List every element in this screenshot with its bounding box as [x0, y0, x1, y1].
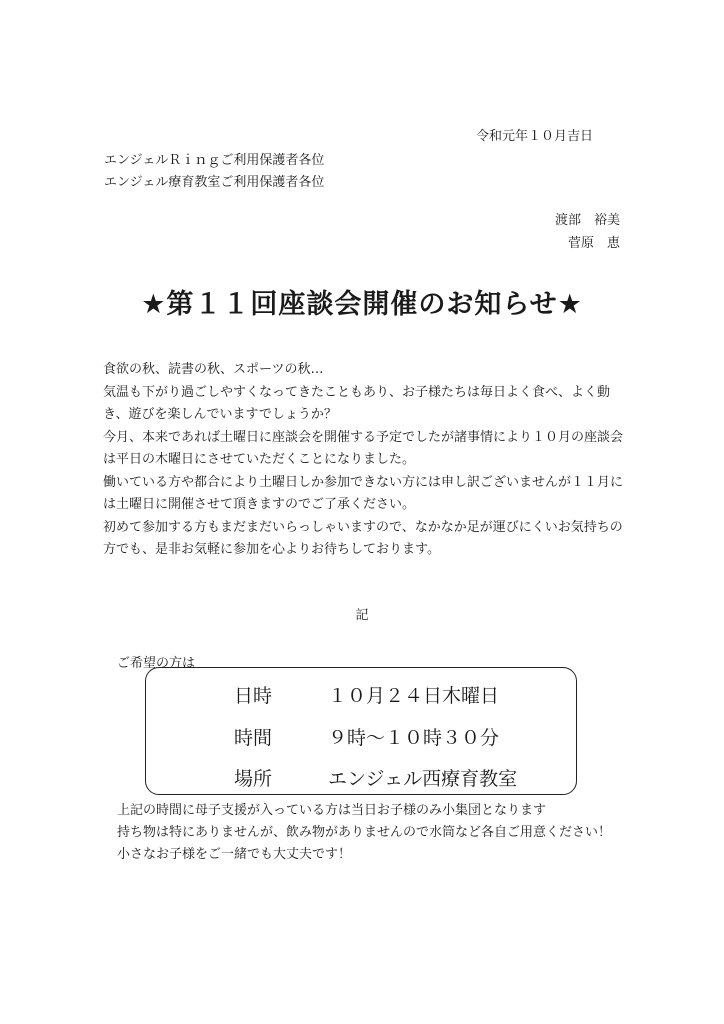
body-line: 食欲の秋、読書の秋、スポーツの秋… — [103, 362, 324, 377]
footer-line: 上記の時間に母子支援が入っている方は当日お子様のみ小集団となります — [117, 803, 547, 818]
body-line: 気温も下がり過ごしやすくなってきたこともあり、お子様たちは毎日よく食べ、よく動 — [103, 384, 611, 400]
body-line: は土曜日に開催させて頂きますのでご了承ください。 — [103, 497, 416, 512]
footer-line: 持ち物は特にありませんが、飲み物がありませんので水筒など各自ご用意ください！ — [117, 825, 612, 840]
detail-label-time: 時間 — [234, 727, 273, 749]
ki-heading: 記 — [355, 608, 369, 623]
footer-notes — [117, 800, 611, 866]
body-line: 働いている方や都合により土曜日しか参加できない方には申し訳ございませんが１１月に — [103, 474, 624, 490]
detail-label-date: 日時 — [234, 685, 273, 707]
issue-date: 令和元年１０月吉日 — [476, 129, 594, 144]
sender-name: 渡部 裕美 — [554, 213, 620, 228]
body-line: は平日の木曜日にさせていただくことになりました。 — [103, 452, 416, 467]
detail-label-place: 場所 — [234, 768, 273, 790]
senders — [555, 209, 620, 255]
details-box — [145, 667, 577, 795]
recipient-line: エンジェル療育教室ご利用保護者各位 — [104, 175, 325, 190]
detail-value-time: ９時～１０時３０分 — [328, 727, 500, 749]
body-line: き、遊びを楽しんでいますでしょうか？ — [103, 407, 337, 422]
recipient-line: エンジェルＲｉｎｇご利用保護者各位 — [104, 153, 325, 168]
footer-line: 小さなお子様をご一緒でも大丈夫です！ — [117, 847, 352, 862]
detail-value-date: １０月２４日木曜日 — [328, 685, 500, 707]
notice-title: ★第１１回座談会開催のお知らせ★ — [141, 289, 583, 320]
body-line: 初めて参加する方もまだまだいらっしゃいますので、なかなか足が運びにくいお気持ちの — [103, 519, 623, 535]
body-line: 今月、本来であれば土曜日に座談会を開催する予定でしたが諸事情により１０月の座談会 — [103, 429, 624, 445]
body-line: 方でも、是非お気軽に参加を心よりお待ちしております。 — [103, 542, 440, 557]
sender-name: 菅原 恵 — [567, 236, 620, 251]
wish-label: ご希望の方は — [117, 656, 196, 671]
body-paragraph — [103, 359, 633, 562]
recipients — [104, 150, 324, 194]
detail-value-place: エンジェル西療育教室 — [328, 768, 518, 790]
